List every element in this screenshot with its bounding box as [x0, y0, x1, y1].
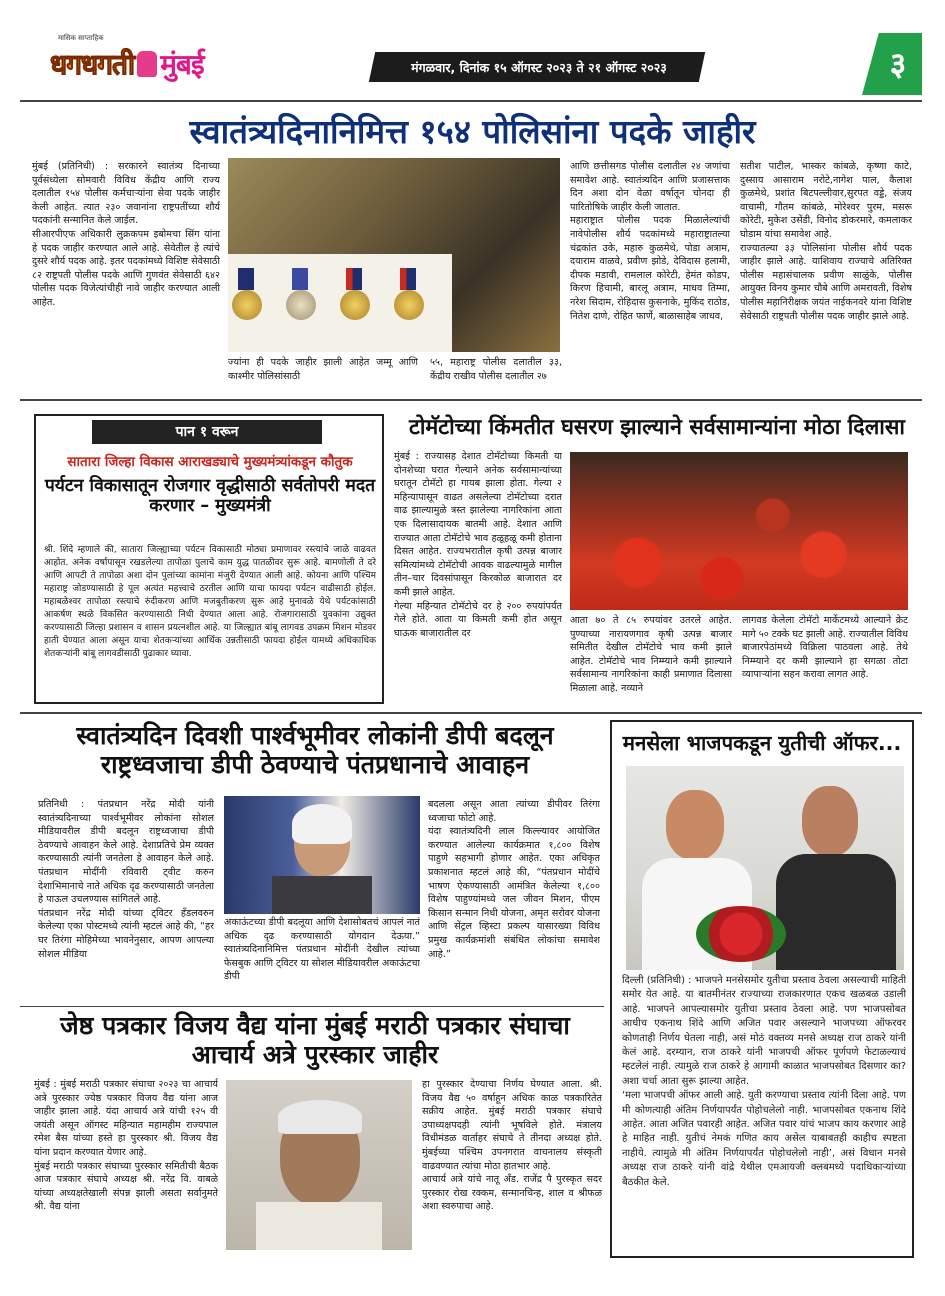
medal-2-icon — [292, 268, 308, 290]
mns-offer-body: दिल्ली (प्रतिनिधी) : भाजपने मनसेसमोर युतीचा प्रस्ताव ठेवला असल्याची माहिती समोर येत आहे. या बातमीनंतर राज्याच्या राजकारणात एकच खळबळ उडाली आहे. भाजपने आपल्यासमोर युतीचा प्रस्ताव ठेवला आहे. पण भाजपसोबत आधीच एकनाथ शिंदे आणि अजित पवार असल्याने भाजपच्या ऑफरवर कोणताही निर्णय घेतला नाही, असं मोठं वक्तव्य मनसे अध्यक्ष राज ठाकरे यांनी केलं आहे. दरम्यान, राज ठाकरे यांनी भाजपची ऑफर पूर्णपणे फेटाळल्याचं म्हटलेलं नाही. त्यामुळे राज ठाकरे हे आगामी काळात भाजपसोबत दिसणार का? अशा चर्चा आता सुरू झाल्या आहेत. ‘मला भाजपची ऑफर आली आहे. युती करण्याचा प्रस्ताव त्यांनी दिला आहे. पण मी कोणत्याही अंतिम निर्णयापर्यंत पोहोचलेलो नाही. भाजपसोबत एकनाथ शिंदे आहेत. आता अजित पवारही आहेत. अजित पवार यांचं भाजप काय करणार आहे हे माहित नाही. युतीचं नेमकं गणित काय असेल याबाबतही काहीच स्पष्टता नाहीये. त्यामुळे मी अंतिम निर्णयापर्यंत पोहोचलेलो नाही’, असं विधान मनसे अध्यक्ष राज ठाकरे यांनी वांद्रे येथील एमआयजी क्लबमध्ये पदाधिकाऱ्यांच्या बैठकीत केले. — [622, 975, 906, 1188]
divider-2 — [20, 712, 922, 714]
police-medals-col-3: आणि छत्तीसगड पोलीस दलातील २४ जणांचा समावेश आहे. स्वातंत्र्यदिन आणि प्रजासत्ताक दिन अशा दोन वेळा वर्षातून चोनदा ही पारितोषिके जाहीर केली जातात. महाराष्ट्रात पोलीस पदक मिळालेल्यांची नावेपोलीस शौर्य पदकांमध्ये महाराष्ट्रातल्या चंद्रकांत उके, महारु कुळमेथे, पोडा अत्राम, दयाराम वाळवे, प्रवीण झोडे, देविदास हलामी, दीपक मडावी, रामलाल कोरेटी, हेमंत कोडप, किरण हिचामी, बारलू अत्राम, माधव तिम्मा, नरेश सिदाम, रोहिदास कुसनाके, मुकिंद राठोड, नितेश दाणे, रोहित फार्णे, बाळासाहेब जाधव, — [570, 161, 730, 322]
masthead — [0, 0, 945, 104]
medal-2-disc — [286, 290, 316, 320]
logo-wordmark: धगधगती — [50, 48, 135, 81]
police-medals-headline: स्वातंत्र्यदिनानिमित्त १५४ पोलिसांना पदके जाहीर — [189, 112, 756, 151]
police-medals-col-4: सतीश पाटील, भास्कर कांबळे, कृष्णा काटे, दुस्साय आसाराम नरोटे,नागेश पाल, कैलाश कुळमेथे, प्रशांत बिटपल्लीवार,सुरपत वड्डे, संजय वाचामी, गौतम कांबळे, मोरेश्वर पुरम, मसरू कोरेटी, मुकेश उसेंडी, विनोद डोकरमारे, कमलाकर घोडाम यांचा समावेश आहे. राज्यातल्या ३३ पोलिसांना पोलीस शौर्य पदक जाहीर झाले आहे. याशिवाय राज्याचे अतिरिक्त पोलीस महासंचालक प्रवीण साळुंके, पोलीस आयुक्त विनय कुमार चौबे आणि अमरावती, विशेष पोलीस महानिरीक्षक जयंत नाईकनवरे यांना विशिष्ट सेवेसाठी राष्ट्रपती पोलीस पदक जाहीर झाले आहे. — [740, 161, 912, 322]
person-right-face — [802, 786, 858, 856]
dp-appeal-col-2: अकाऊंटच्या डीपी बदलूया आणि देशासोबतचं आपलं नातं अधिक दृढ करण्यासाठी योगदान देऊया.” स्वातंत्र्यदिनानिमित्त पंतप्रधान मोदींनी देखील त्यांच्या फेसबुक आणि ट्विटर या सोशल मीडियावरील अकाऊंटचा डीपी — [224, 917, 420, 983]
dp-appeal-headline: स्वातंत्र्यदिन दिवशी पार्श्वभूमीवर लोकांनी डीपी बदलून राष्ट्रध्वजाचा डीपी ठेवण्याचे पंतप्रधानाचे आवाहन — [76, 721, 554, 779]
tomato-photo — [570, 452, 908, 610]
modi-jacket — [272, 876, 372, 914]
tomato-col-2: आता ७० ते ८५ रुपयांवर उतरले आहेत. पुण्याच्या नारायणगाव कृषी उत्पन्न बाजार समितीत देखील टोमॅटोचे भाव कमी झाले आहेत. टोमॅटोचे भाव निम्म्याने कमी झाल्याने सर्वसामान्य नागरिकांना काही प्रमाणात दिलासा मिळाला आहे. नव्याने — [570, 615, 732, 694]
medal-4-disc — [394, 290, 424, 320]
vijay-vaidya-photo — [226, 1080, 412, 1250]
medal-1-disc — [232, 290, 262, 320]
divider-1 — [20, 399, 922, 401]
logo-city: मुंबई — [160, 48, 204, 81]
tomato-headline: टोमॅटोच्या किंमतीत घसरण झाल्याने सर्वसामान्यांना मोठा दिलासा — [409, 415, 905, 440]
medal-3-icon — [346, 268, 362, 290]
vaidya-award-col-2: हा पुरस्कार देण्याचा निर्णय घेण्यात आला. श्री. विजय वैद्य ५० वर्षाहून अधिक काळ पत्रकारितेत सक्रीय आहेत. मुंबई मराठी पत्रकार संघाचे उपाध्यक्षपदही त्यांनी भूषविले होते. मंत्रालय विधीमंडळ वार्ताहर संघाचे ते तीनदा अध्यक्ष होते. मुंबईच्या पश्चिम उपनगरात वाचनालय संस्कृती वाढवण्यात त्यांचा मोठा हातभार आहे. आचार्य अत्रे यांचे नातू अँड. राजेंद्र पै पुरस्कृत सदर पुरस्कार रोख रक्कम, सन्मानचिन्ह, शाल व श्रीफळ अशा स्वरुपाचा आहे. — [422, 1079, 602, 1213]
medal-4-icon — [400, 268, 416, 290]
medal-1-icon — [238, 268, 254, 290]
satara-headline: पर्यटन विकासातून रोजगार वृद्धीसाठी सर्वतोपरी मदत करणार – मुख्यमंत्री — [44, 476, 376, 517]
bouquet — [696, 906, 786, 962]
satara-kicker: सातारा जिल्हा विकास आराखड्याचे मुख्यमंत्र्यांकडून कौतुक — [67, 454, 353, 470]
vaidya-award-headline: जेष्ठ पत्रकार विजय वैद्य यांना मुंबई मराठी पत्रकार संघाचा आचार्य अत्रे पुरस्कार जाहीर — [60, 1011, 570, 1069]
divider-3 — [20, 1006, 604, 1007]
tomato-col-1: मुंबई : राज्यासह देशात टोमॅटोच्या किमती या दोनशेच्या घरात गेल्याने अनेक सर्वसामान्यांच्या घरातून टोमॅटो हा गायब झाला होता. गेल्या २ महिन्यापासून वाढत असलेल्या टोमॅटोच्या दरात वाढ झाल्यामुळे त्रस्त झालेल्या नागरिकांना आता एक दिलासादायक बातमी आहे. देशात आणि राज्यात आता टोमॅटोचे भाव हळूहळू कमी होताना दिसत आहेत. राज्यभरातील कृषी उत्पन्न बाजार समित्यांमध्ये टोमॅटोची आवक वाढल्यामुळे मागील तीन–चार दिवसांपासून किरकोळ बाजारात दर कमी झाले आहेत. गेल्या महिन्यात टोमॅटोचे दर हे २०० रुपयांपर्यंत गेले होते. आता या किमती कमी होत असून घाऊक बाजारातील दर — [394, 451, 562, 639]
fadnavis-raj-photo — [626, 766, 904, 970]
medal-3-disc — [340, 290, 370, 320]
masthead-rule — [20, 100, 922, 102]
logo — [50, 44, 204, 84]
police-medals-col-1: मुंबई (प्रतिनिधी) : सरकारने स्वातंत्र्य दिनाच्या पूर्वसंध्येला सोमवारी विविध केंद्रीय आणि राज्य दलातील १५४ पोलीस कर्मचाऱ्यांना सेवा पदके जाहीर केली आहेत. त्यात २३० जवानांना राष्ट्रपतींच्या शौर्य पदकांनी सन्मानित केले जाईल. सीआरपीएफ अधिकारी लुक्रकपम इबोमचा सिंग यांना हे पदक जाहीर करण्यात आले आहे. सेवेतील हे त्यांचे दुसरे शौर्य पदक आहे. इतर पदकांमध्ये विशिष्ट सेवेसाठी ८२ राष्ट्रपती पोलीस पदके आणि गुणवंत सेवेसाठी ६४२ पोलीस पदक विजेत्यांचीही नावे जाहीर करण्यात आली आहेत. — [32, 161, 220, 308]
satara-body: श्री. शिंदे म्हणाले की, सातारा जिल्ह्याच्या पर्यटन विकासाठी मोठ्या प्रमाणावर रस्त्यांचे जाळे वाढवत आहोत. अनेक वर्षापासून रखडलेल्या तापोळा पुलाचे काम युद्ध पातळीवर सुरू आहे. बामणोली ते दरे आणि आपटी ते तापोळा अशा दोन पुलांच्या कामांना मंजुरी देण्यात आली आहे. कोयना आणि पश्चिम महाराष्ट्र जोडण्यासाठी हे पूल अत्यंत महत्त्वाचे ठरतील आणि याचा फायदा पर्यटन वाढीसाठी होईल. महाबळेश्वर तापोळा रस्त्याचे रुंदीकरण आणि मजबुतीकरण सुरू आहे मुनावळे येथे पर्यटकांसाठी आकर्षण स्थळे विकसित करण्यासाठी निधी देण्यात आला आहे. रोजगारासाठी युवकांना उद्युक्त करण्यासाठी जिल्हा प्रशासन व शासन प्रयत्नशील आहे. या जिल्ह्यात बांबू लागवड उपक्रम मिशन मोडवर हाती घेण्यात आला असून याचा शेतकऱ्यांच्या आर्थिक उन्नतीसाठी फायदा होईल यामध्ये अधिकाधिक शेतकऱ्यांनी बांबू लागवडीसाठी पुढाकार घ्यावा. — [44, 545, 376, 659]
person-right-shirt — [776, 854, 896, 970]
dp-appeal-col-1: प्रतिनिधी : पंतप्रधान नरेंद्र मोदी यांनी स्वातंत्र्यदिनाच्या पार्श्वभूमीवर लोकांना सोशल मीडियावरील डीपी बदलून राष्ट्रध्वजाचा डीपी ठेवण्याचे आवाहन केले आहे. देशाप्रतिचे प्रेम व्यक्त करण्यासाठी त्यांनी जनतेला हे आवाहन केले आहे. पंतप्रधान मोदींनी रविवारी ट्वीट करुन देशाभिमानाचे नाते अधिक दृढ करण्यासाठी जनतेला हे पाऊल उचलण्यास सांगितले आहे. पंतप्रधान नरेंद्र मोदी यांच्या ट्विटर हँडलवरुन केलेल्या एका पोस्टमध्ये त्यांनी म्हटलं आहे की, “हर घर तिरंगा मोहिमेच्या भावनेनुसार, आपण आपल्या सोशल मीडिया — [38, 799, 214, 960]
person-left-face — [666, 790, 724, 860]
mns-offer-headline: मनसेला भाजपकडून युतीची ऑफर... — [622, 731, 902, 755]
police-medals-photo — [228, 158, 560, 352]
modi-hair — [292, 804, 352, 844]
vaidya-award-col-1: मुंबई : मुंबई मराठी पत्रकार संघाचा २०२३ चा आचार्य अत्रे पुरस्कार ज्येष्ठ पत्रकार विजय वैद्य यांना आज जाहीर झाला आहे. यंदा आचार्य अत्रे यांची १२५ वी जयंती असून ऑगस्ट महिन्यात महामहीम राज्यपाल रमेश बैस यांच्या हस्ते हा पुरस्कार श्री. विजय वैद्य यांना प्रदान करण्यात येणार आहे. मुंबई मराठी पत्रकार संघाच्या पुरस्कार समितीची बैठक आज पत्रकार संघाचे अध्यक्ष श्री. नरेंद्र वि. वाबळे यांच्या अध्यक्षतेखाली संपन्न झाली असता सर्वानुमते श्री. वैद्य यांना — [34, 1079, 218, 1213]
logo-fist-icon — [137, 51, 157, 77]
issue-date: मंगळवार, दिनांक १५ ऑगस्ट २०२३ ते २१ ऑगस्ट २०२३ — [411, 60, 667, 75]
tomato-col-3: लागवड केलेला टोमॅटो मार्केटमध्ये आल्याने क्रेट मागे ५० टक्के घट झाली आहे. राज्यातील विविध बाजारपेठांमध्ये विक्रिला पाठवला आहे. तेथे निम्म्याने दर कमी झाल्याने हा सगळा तोटा व्यापाऱ्यांना सहन करावा लागत आहे. — [742, 615, 908, 681]
modi-photo — [224, 796, 420, 914]
page-number: ३ — [889, 45, 907, 83]
vaidya-hair — [278, 1100, 362, 1134]
police-medals-photo-caption: ज्यांना ही पदके जाहीर झाली आहेत जम्मू आणि काश्मीर पोलिसांसाठी — [228, 357, 418, 382]
continued-tag: पान १ वरून — [92, 420, 322, 444]
vaidya-shirt — [256, 1202, 382, 1250]
masthead-small-text: मासिक साप्ताहिक — [58, 34, 104, 42]
police-medals-caption-cont: ५५, महाराष्ट्र पोलीस दलातील ३३, केंद्रीय राखीव पोलीस दलातील २७ — [430, 357, 562, 382]
dp-appeal-col-3: बदलला असून आता त्यांच्या डीपीवर तिरंगा ध्वजाचा फोटो आहे. यंदा स्वातंत्र्यदिनी लाल किल्ल्यावर आयोजित करण्यात आलेल्या कार्यक्रमात १,८०० विशेष पाहुणे सहभागी होणार आहेत. एका अधिकृत प्रकाशनात म्हटलं आहे की, “पंतप्रधान मोदींचे भाषण ऐकण्यासाठी आमंत्रित केलेल्या १,८०० विशेष पाहुण्यांमध्ये जल जीवन मिशन, पीएम किसान सन्मान निधी योजना, अमृत सरोवर योजना आणि सेंट्रल व्हिस्टा प्रकल्प यासारख्या विविध प्रमुख कार्यक्रमांशी संबंधित लोकांचा समावेश आहे.” — [428, 799, 600, 960]
